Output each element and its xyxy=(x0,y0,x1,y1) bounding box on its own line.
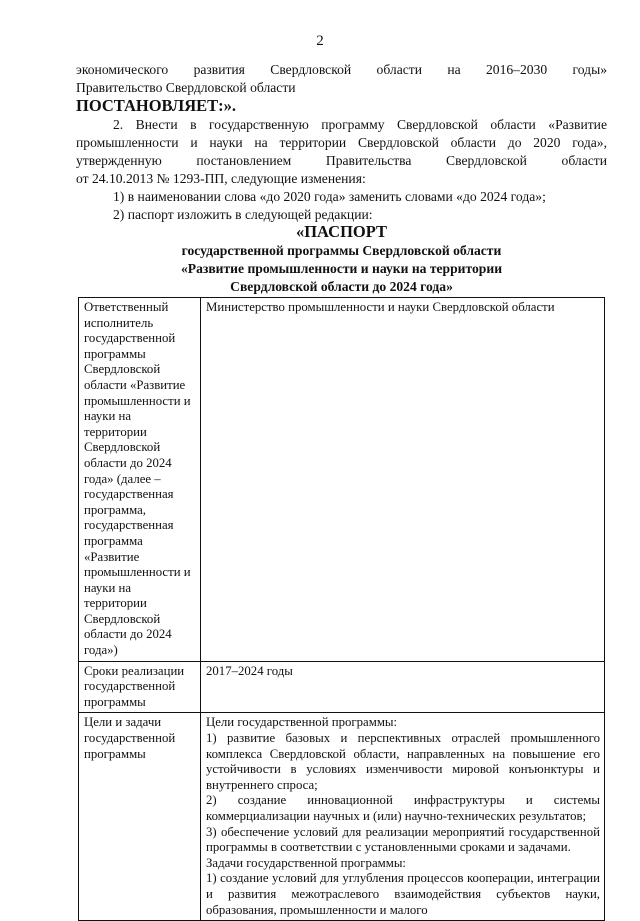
body-line: утвержденную постановлением Правительства Свердловской области xyxy=(76,153,607,168)
body-line: Правительство Свердловской области xyxy=(76,80,296,95)
decree-word: ПОСТАНОВЛЯЕТ:». xyxy=(76,96,237,115)
goal-item: 1) развитие базовых и перспективных отраслей промышленного комплекса Свердловской области, направленных на повышение его устойчивости в условиях изменчивости мировой конъюнктуры и внутреннего спроса; xyxy=(206,731,600,792)
goals-heading: Цели государственной программы: xyxy=(206,715,398,730)
task-item: 1) создание условий для углубления процессов кооперации, интеграции и развития межотраслевого взаимодействия субъектов науки, образования, промышленности и малого xyxy=(206,871,600,917)
passport-subtitle: Свердловской области до 2024 года» xyxy=(230,279,453,294)
goal-item: 2) создание инновационной инфраструктуры и системы коммерциализации научных и (или) научно-технических результатов; xyxy=(206,793,600,823)
passport-subtitle: государственной программы Свердловской области xyxy=(181,243,502,258)
cell-label: Цели и задачи государственной программы xyxy=(79,713,201,921)
cell-value: 2017–2024 годы xyxy=(201,661,605,713)
passport-subtitle: «Развитие промышленности и науки на территории xyxy=(180,261,503,276)
table-row xyxy=(79,713,605,921)
goal-item: 3) обеспечение условий для реализации мероприятий государственной программы в соответствии с установленными сроками и задачами. xyxy=(206,824,600,855)
cell-value: Министерство промышленности и науки Свердловской области xyxy=(201,298,605,662)
cell-label: Ответственный исполнитель государственной программы Свердловской области «Развитие промышленности и науки на территории Свердловской области до 2024 года» (далее – государственная программа, государственная программа «Развитие промышленности и науки на территории Свердловской области до 2024 года») xyxy=(79,298,201,662)
page-number: 2 xyxy=(316,33,324,49)
body-line: 2. Внести в государственную программу Свердловской области «Развитие xyxy=(113,117,607,132)
body-line: 1) в наименовании слова «до 2020 года» заменить словами «до 2024 года»; xyxy=(113,189,546,204)
passport-title: «ПАСПОРТ xyxy=(295,222,388,241)
body-line: 2) паспорт изложить в следующей редакции: xyxy=(113,207,373,222)
body-line: экономического развития Свердловской области на 2016–2030 годы» xyxy=(76,62,607,77)
body-line: от 24.10.2013 № 1293-ПП, следующие изменения: xyxy=(76,171,366,186)
table-row xyxy=(79,298,605,662)
cell-label: Сроки реализации государственной программы xyxy=(79,661,201,713)
tasks-heading: Задачи государственной программы: xyxy=(206,855,406,870)
body-line: промышленности и науки на территории Свердловской области до 2020 года», xyxy=(76,135,607,150)
table-row xyxy=(79,661,605,713)
passport-table xyxy=(78,297,605,921)
goals-cell xyxy=(201,713,605,921)
